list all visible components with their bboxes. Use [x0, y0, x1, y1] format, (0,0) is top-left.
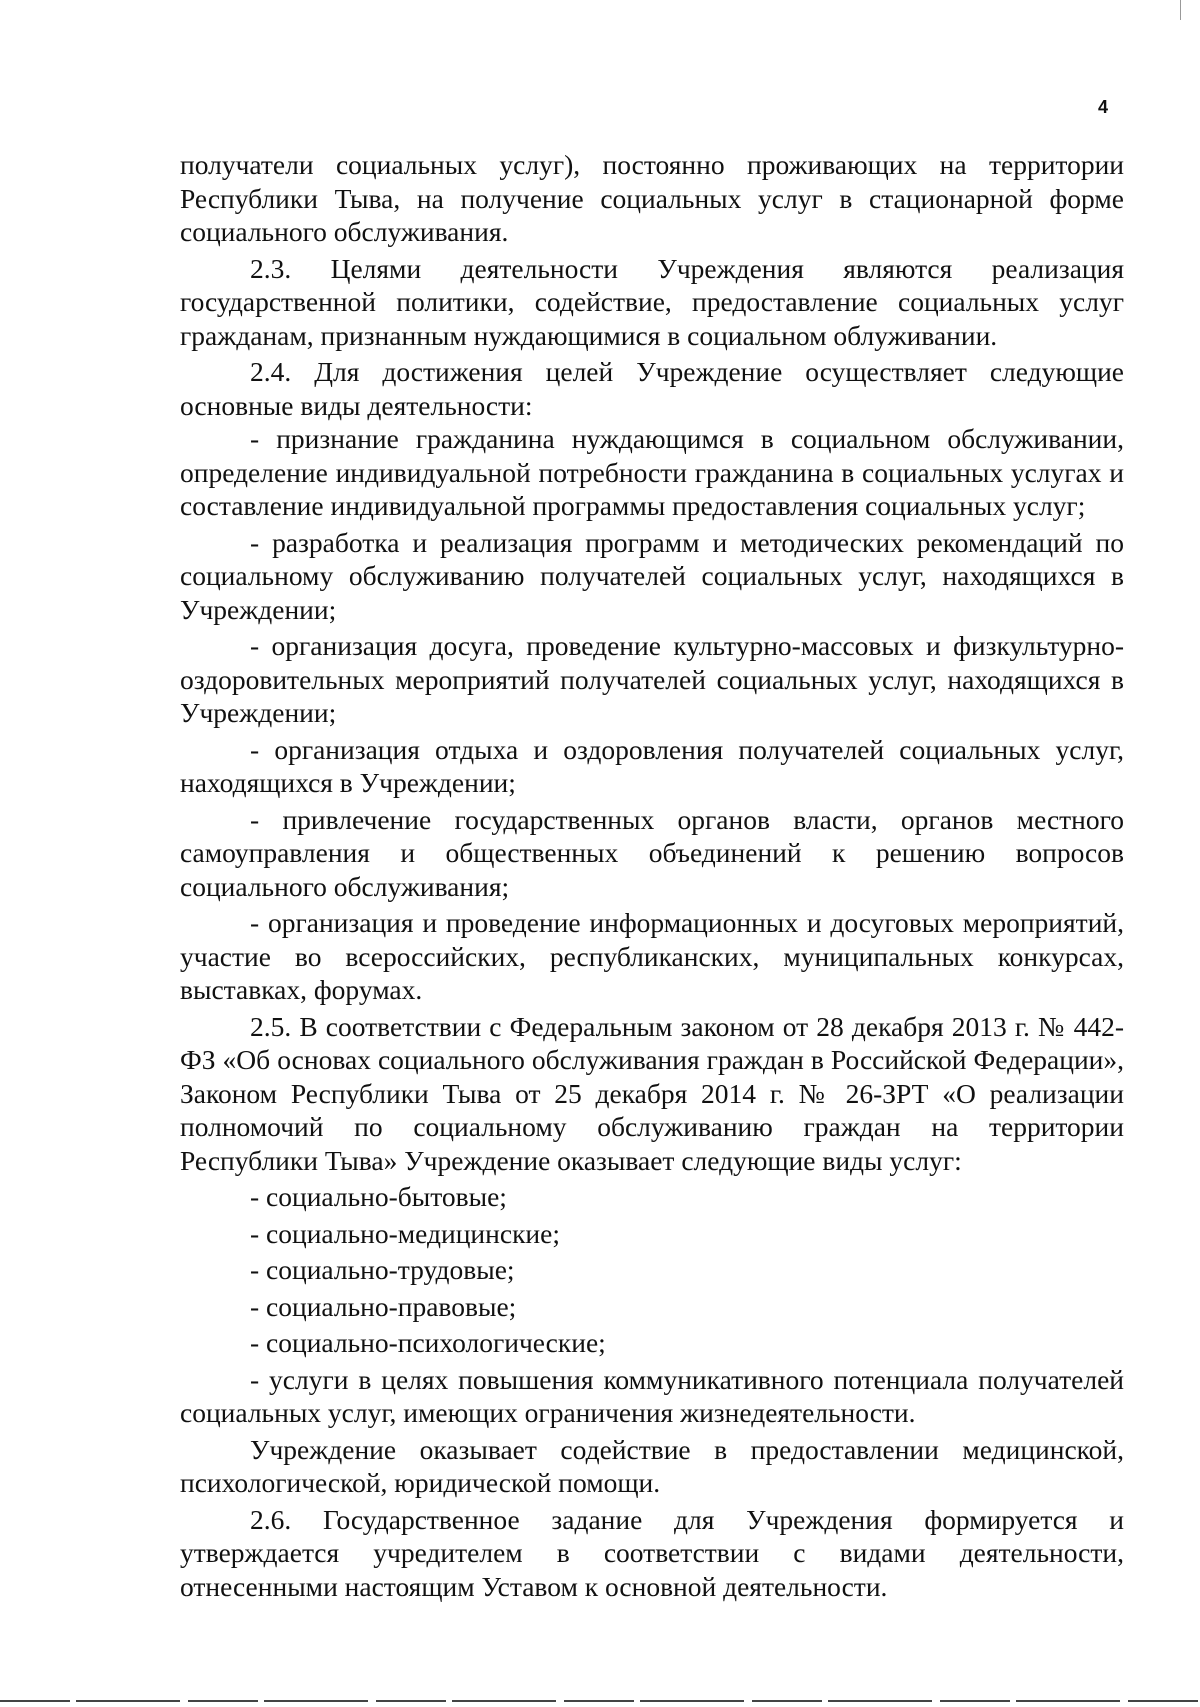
- activity-item-assessment: - признание гражданина нуждающимся в социальном обслуживании, определение индивидуальной потребности гражданина в социальных услугах и составление индивидуальной программы предоставления социальных услуг;: [180, 423, 1124, 521]
- paragraph-continuation: получатели социальных услуг), постоянно проживающих на территории Республики Тыва, на получение социальных услуг в стационарной форме социального обслуживания.: [180, 149, 1124, 247]
- activity-item-events: - организация и проведение информационных и досуговых мероприятий, участие во всероссийских, республиканских, муниципальных конкурсах, выставках, форумах.: [180, 907, 1124, 1005]
- page-number: 4: [1098, 97, 1109, 117]
- paragraph-2-6: 2.6. Государственное задание для Учреждения формируется и утверждается учредителем в соответствии с видами деятельности, отнесенными настоящим Уставом к основной деятельности.: [180, 1503, 1124, 1602]
- service-type-communicative: - услуги в целях повышения коммуникативного потенциала получателей социальных услуг, имеющих ограничения жизнедеятельности.: [180, 1363, 1124, 1428]
- service-type-legal: - социально-правовые;: [250, 1290, 517, 1322]
- paragraph-2-4: 2.4. Для достижения целей Учреждение осуществляет следующие основные виды деятельности:: [180, 356, 1124, 421]
- scan-margin-mark: [1180, 0, 1181, 20]
- activity-item-recreation: - организация отдыха и оздоровления получателей социальных услуг, находящихся в Учреждении;: [180, 733, 1124, 798]
- paragraph-assistance: Учреждение оказывает содействие в предоставлении медицинской, психологической, юридической помощи.: [180, 1433, 1124, 1498]
- service-type-household: - социально-бытовые;: [250, 1181, 507, 1212]
- service-type-psychological: - социально-психологические;: [250, 1327, 606, 1358]
- activity-item-programs: - разработка и реализация программ и методических рекомендаций по социальному обслуживанию получателей социальных услуг, находящихся в Учреждении;: [180, 526, 1124, 625]
- activity-item-involvement: - привлечение государственных органов власти, органов местного самоуправления и общественных объединений к решению вопросов социального обслуживания;: [180, 803, 1124, 902]
- scan-bottom-edge: [0, 1700, 1200, 1702]
- paragraph-2-5: 2.5. В соответствии с Федеральным законом от 28 декабря 2013 г. № 442-ФЗ «Об основах социального обслуживания граждан в Российской Федерации», Законом Республики Тыва от 25 декабря 2014 г. № 26-ЗРТ «О реализации полномочий по социальному обслуживанию граждан на территории Республики Тыва» Учреждение оказывает следующие виды услуг:: [180, 1010, 1124, 1176]
- paragraph-2-3: 2.3. Целями деятельности Учреждения являются реализация государственной политики, содействие, предоставление социальных услуг гражданам, признанным нуждающимися в социальном облуживании.: [180, 252, 1124, 351]
- service-type-medical: - социально-медицинские;: [250, 1217, 560, 1249]
- activity-item-leisure: - организация досуга, проведение культурно-массовых и физкультурно-оздоровительных мероприятий получателей социальных услуг, находящихся в Учреждении;: [180, 630, 1124, 728]
- document-body: [180, 148, 1124, 1603]
- service-type-labor: - социально-трудовые;: [250, 1254, 515, 1285]
